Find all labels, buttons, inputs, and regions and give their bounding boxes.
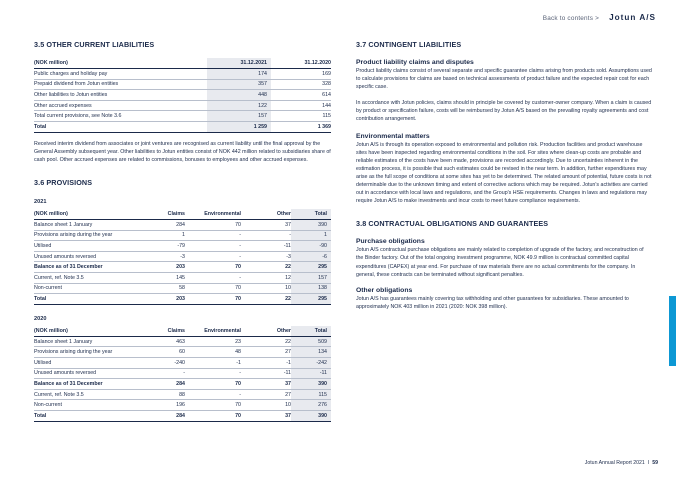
cell-other: 10 [241,400,291,411]
row-label: Other accrued expenses [34,100,207,111]
column-header: Other [241,209,291,220]
cell-claims: -3 [145,251,185,262]
row-label: Unused amounts reversed [34,368,145,379]
cell-environmental: 70 [185,379,241,390]
column-header: Claims [145,326,185,337]
product-liability-paragraph-1: Product liability claims consist of several separate and specific guarantee claims arising from products sold. Assumptions used to calculate provisions for claims are based on technical assessments of product failure and the expected repair cost for each specific case. [356,68,652,91]
subheading-purchase-obligations: Purchase obligations [356,238,425,246]
back-to-contents-link[interactable]: Back to contents > [542,15,600,22]
provisions-2020-table [34,326,331,422]
cell-claims: 463 [145,336,185,347]
row-label: Balance as of 31 December [34,379,145,390]
provisions-year-2020: 2020 [34,315,47,322]
row-label: Prepaid dividend from Jotun entities [34,79,207,90]
row-label: Balance sheet 1 January [34,220,145,231]
table-row [34,262,331,273]
footer-separator: I [647,460,650,466]
cell-claims: -240 [145,358,185,369]
cell-total: 390 [291,411,331,422]
row-label: Utilised [34,358,145,369]
table-row [34,368,331,379]
cell-environmental: - [185,230,241,241]
page-number: 59 [652,460,658,466]
table-row [34,251,331,262]
cell-total: -11 [291,368,331,379]
cell-2020: 1 369 [271,122,331,133]
product-liability-paragraph-2: In accordance with Jotun policies, claims should in principle be covered by customer-owner company. When a claim is caused by product or specification failure, costs will be reimbursed by Jotun A/S based on the prevailing royalty agreements and cost contribution arrangement. [356,100,652,123]
row-label: Current, ref. Note 3.5 [34,273,145,284]
row-label: Total current provisions, see Note 3.6 [34,111,207,122]
row-label: Current, ref. Note 3.5 [34,389,145,400]
table-row [34,79,331,90]
subheading-product-liability: Product liability claims and disputes [356,59,474,66]
table-row [34,400,331,411]
cell-claims: 60 [145,347,185,358]
cell-claims: 58 [145,283,185,294]
cell-environmental: 23 [185,336,241,347]
row-label: Non-current [34,283,145,294]
cell-other: -11 [241,368,291,379]
table-row [34,347,331,358]
table-row [34,379,331,390]
cell-2021: 448 [207,90,271,101]
top-bar [543,13,656,22]
section-title-other-current-liabilities: 3.5 OTHER CURRENT LIABILITIES [34,40,155,49]
cell-2020: 115 [271,111,331,122]
cell-environmental: 70 [185,294,241,305]
row-label: Provisions arising during the year [34,347,145,358]
cell-2021: 357 [207,79,271,90]
column-header: (NOK million) [34,58,207,69]
side-accent-bar [669,296,676,366]
cell-2020: 144 [271,100,331,111]
cell-environmental: 48 [185,347,241,358]
table-row [34,283,331,294]
cell-claims: 203 [145,294,185,305]
cell-2021: 122 [207,100,271,111]
cell-total: 295 [291,262,331,273]
table-row [34,336,331,347]
cell-environmental: - [185,389,241,400]
cell-total: -90 [291,241,331,252]
cell-claims: 284 [145,411,185,422]
cell-claims: 203 [145,262,185,273]
table-row [34,90,331,101]
provisions-year-2021: 2021 [34,198,47,205]
cell-other: 22 [241,262,291,273]
page-footer [585,460,658,466]
section-title-contractual-obligations: 3.8 CONTRACTUAL OBLIGATIONS AND GUARANTEES [356,219,549,229]
table-total-row [34,122,331,133]
cell-other: 22 [241,336,291,347]
cell-claims: 284 [145,379,185,390]
cell-environmental: - [185,273,241,284]
cell-claims: 88 [145,389,185,400]
column-header: 31.12.2020 [271,58,331,69]
right-column [356,40,652,311]
row-label: Other liabilities to Jotun entities [34,90,207,101]
column-header: (NOK million) [34,209,145,220]
cell-total: 157 [291,273,331,284]
cell-environmental: 70 [185,411,241,422]
cell-environmental: -1 [185,358,241,369]
subheading-other-obligations: Other obligations [356,286,413,294]
cell-total: 138 [291,283,331,294]
cell-environmental: - [185,368,241,379]
cell-claims: - [145,368,185,379]
row-label: Balance sheet 1 January [34,336,145,347]
table-row [34,111,331,122]
cell-total: 1 [291,230,331,241]
table-header-row [34,58,331,69]
row-label: Total [34,294,145,305]
cell-2021: 1 259 [207,122,271,133]
column-header: Environmental [185,326,241,337]
subheading-environmental-matters: Environmental matters [356,132,430,140]
cell-2021: 157 [207,111,271,122]
column-header: Claims [145,209,185,220]
cell-claims: -79 [145,241,185,252]
table-total-row [34,411,331,422]
row-label: Total [34,122,207,133]
row-label: Non-current [34,400,145,411]
cell-claims: 1 [145,230,185,241]
cell-other: 37 [241,220,291,231]
other-current-liabilities-note: Received interim dividend from associates or joint ventures are recognised as current liability until the final approval by the General Assembly subsequent year. Other liabilities to Jotun entities consist of NOK 442 million related to subsidiaries share of cash pool. Other accrued expenses are related to commissions, bonuses to employees and other accrued expenses. [34,140,331,163]
cell-total: 295 [291,294,331,305]
table-row [34,100,331,111]
cell-2020: 614 [271,90,331,101]
table-header-row [34,209,331,220]
cell-environmental: 70 [185,262,241,273]
section-title-provisions: 3.6 PROVISIONS [34,177,93,187]
cell-other: 22 [241,294,291,305]
cell-other: -1 [241,358,291,369]
table-total-row [34,294,331,305]
cell-environmental: 70 [185,220,241,231]
cell-2020: 328 [271,79,331,90]
table-row [34,389,331,400]
cell-claims: 284 [145,220,185,231]
table-header-row [34,326,331,337]
column-header: Total [291,326,331,337]
row-label: Total [34,411,145,422]
purchase-obligations-paragraph: Jotun A/S contractual purchase obligations are mainly related to completion of upgrade of the factory, and reconstruction of the Binder factory. Out of the total ongoing investment programme, NOK 49.9 million is contractual committed capital expenditures (CAPEX) at year end. For purchase of raw materials there are no actual commitments for the company. In general, these contracts can be terminated without significant penalties. [356,247,644,278]
cell-total: 276 [291,400,331,411]
section-title-contingent-liabilities: 3.7 CONTINGENT LIABILITIES [356,40,462,49]
cell-environmental: - [185,241,241,252]
row-label: Balance as of 31 December [34,262,145,273]
cell-environmental: - [185,251,241,262]
cell-other: -11 [241,241,291,252]
cell-claims: 196 [145,400,185,411]
table-row [34,69,331,80]
cell-environmental: 70 [185,400,241,411]
cell-other: - [241,230,291,241]
cell-environmental: 70 [185,283,241,294]
table-row [34,241,331,252]
row-label: Utilised [34,241,145,252]
cell-total: 390 [291,379,331,390]
cell-other: 37 [241,379,291,390]
cell-total: 390 [291,220,331,231]
cell-claims: 145 [145,273,185,284]
cell-other: 27 [241,347,291,358]
table-row [34,358,331,369]
cell-2021: 174 [207,69,271,80]
column-header: (NOK million) [34,326,145,337]
column-header: Other [241,326,291,337]
left-column [34,40,331,422]
cell-other: 27 [241,389,291,400]
table-row [34,273,331,284]
row-label: Provisions arising during the year [34,230,145,241]
column-header: 31.12.2021 [207,58,271,69]
footer-report-title: Jotun Annual Report 2021 [584,460,645,466]
table-row [34,230,331,241]
cell-total: 134 [291,347,331,358]
cell-total: -6 [291,251,331,262]
row-label: Public charges and holiday pay [34,69,207,80]
cell-total: 115 [291,389,331,400]
table-row [34,220,331,231]
row-label: Unused amounts reversed [34,251,145,262]
environmental-paragraph: Jotun A/S is through its operation exposed to environmental and pollution risk. Production facilities and product warehouse sites have been inspected regarding environmental conditions in the soil. For sites where clean-up costs are probable and reliable estimates of the costs have been made, provisions are recorded accordingly. Due to uncertainties inherent in the estimation process, it is possible that such estimates could be revised in the near term. In addition, further expenditures may arise as the full scope of conditions at some sites has yet to be determined. The related amount of potential, future costs is not determinable due to the unknown timing and extent of corrective actions which may be required. Jotun's activities are carried out in accordance with local laws and regulations, and the Group's HSE requirements. Changes in laws and regulations may require Jotun A/S to make investments and incur costs to meet future compliance requirements. [356,141,652,205]
provisions-2021-table [34,209,331,305]
brand-logo-text: Jotun A/S [609,13,656,22]
cell-other: 12 [241,273,291,284]
cell-other: 10 [241,283,291,294]
cell-total: 509 [291,336,331,347]
column-header: Total [291,209,331,220]
column-header: Environmental [185,209,241,220]
other-obligations-paragraph: Jotun A/S has guarantees mainly covering tax withholding and other guarantees for subsidiaries. These amounted to approximately NOK 403 million in 2021 (2020: NOK 398 million). [356,295,629,310]
other-current-liabilities-table [34,58,331,133]
cell-total: -242 [291,358,331,369]
cell-2020: 169 [271,69,331,80]
cell-other: 37 [241,411,291,422]
cell-other: -3 [241,251,291,262]
